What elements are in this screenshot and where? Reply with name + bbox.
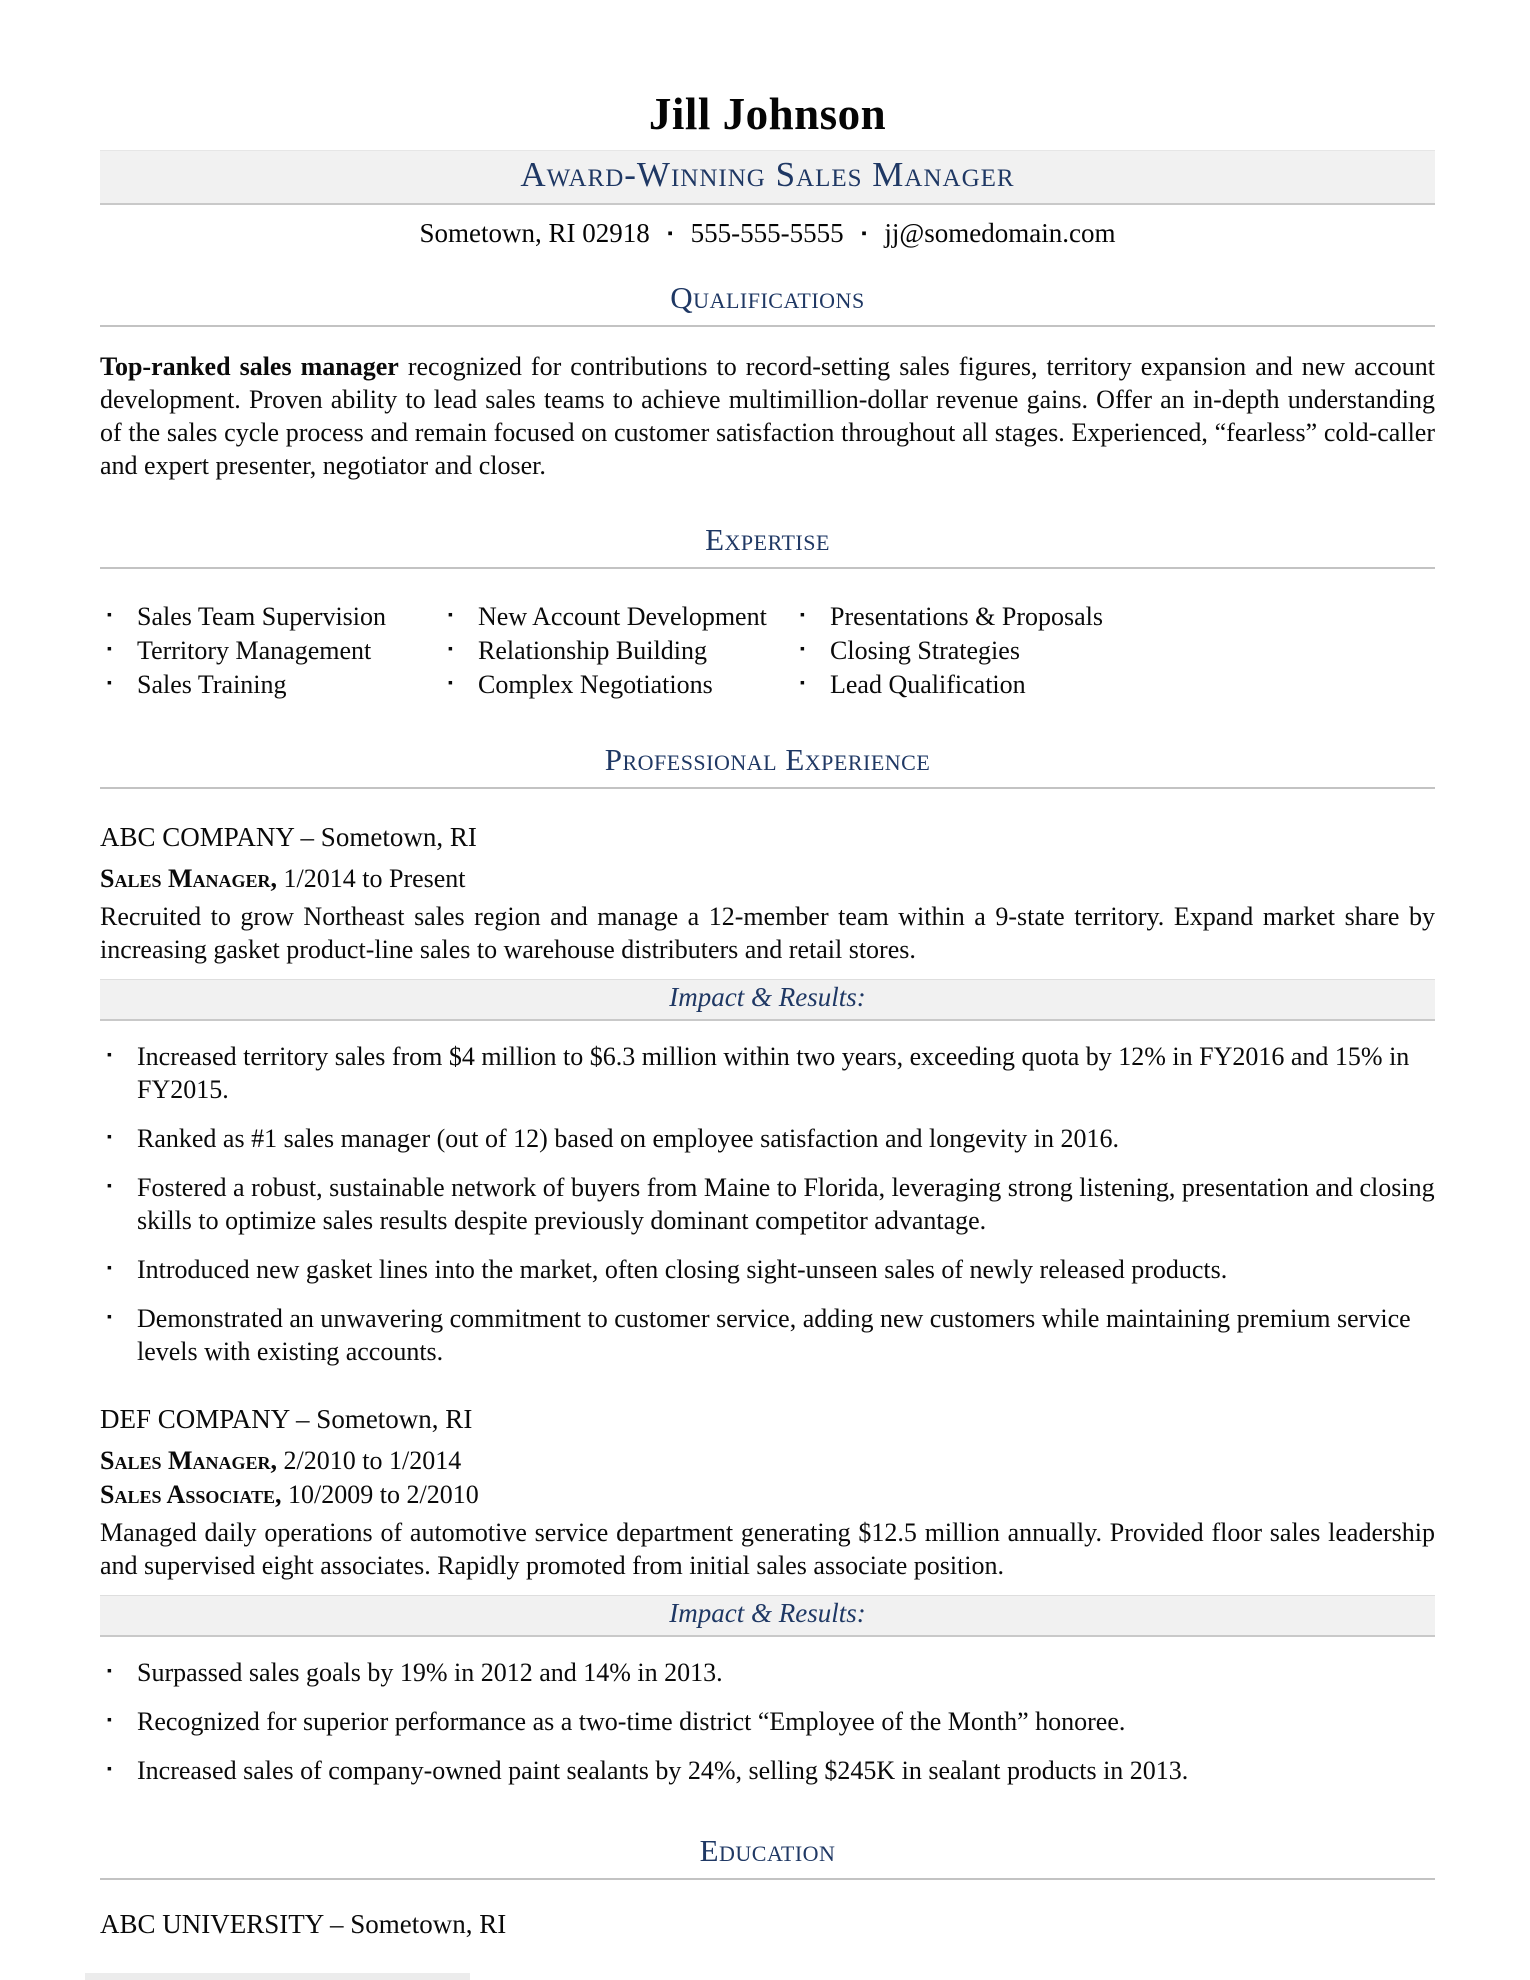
job-bullet-text: Increased sales of company-owned paint sealants by 24%, selling $245K in sealant products in 2013.: [137, 1756, 1189, 1785]
job-role-dates: 10/2009 to 2/2010: [288, 1480, 479, 1509]
contact-location: Sometown, RI 02918: [419, 218, 650, 248]
expertise-section: [100, 522, 1435, 702]
expertise-item-label: Presentations & Proposals: [830, 602, 1103, 631]
section-heading-professional-experience: [100, 742, 1435, 789]
expertise-item-label: Complex Negotiations: [478, 670, 713, 699]
job-company-line: DEF COMPANY – Sometown, RI: [100, 1404, 473, 1434]
bullet-square-icon: ▪: [448, 642, 453, 657]
job-role-dates: 1/2014 to Present: [283, 864, 466, 893]
bullet-square-icon: ▪: [800, 676, 805, 691]
job-bullet: [100, 1040, 1435, 1106]
bullet-separator-icon: ▪: [667, 226, 673, 242]
expertise-item-label: Closing Strategies: [830, 636, 1020, 665]
job-bullet: [100, 1302, 1435, 1368]
contact-email: jj@somedomain.com: [884, 218, 1116, 248]
job-abc-company: [100, 822, 1435, 1368]
title-banner: [100, 150, 1435, 205]
expertise-column: [793, 600, 1435, 702]
expertise-item: [441, 600, 793, 634]
banner-title: Award-Winning Sales Manager: [520, 155, 1015, 194]
impact-results-label: Impact & Results:: [669, 1598, 866, 1628]
bullet-square-icon: ▪: [107, 1130, 112, 1145]
qualifications-lead: Top-ranked sales manager: [100, 352, 399, 381]
education-school: ABC UNIVERSITY – Sometown, RI: [100, 1909, 507, 1939]
job-bullet-list: [100, 1656, 1435, 1787]
qualifications-paragraph: [100, 350, 1435, 482]
section-heading-label: Expertise: [705, 522, 830, 557]
expertise-item: [441, 668, 793, 702]
expertise-item-label: Sales Team Supervision: [137, 602, 387, 631]
section-heading-label: Qualifications: [670, 280, 865, 315]
bullet-square-icon: ▪: [107, 1048, 112, 1063]
bullet-square-icon: ▪: [107, 1713, 112, 1728]
expertise-item: [100, 668, 441, 702]
education-section: [100, 1833, 1435, 1940]
job-bullet-text: Fostered a robust, sustainable network of buyers from Maine to Florida, leveraging strong listening, presentation and closing skills to optimize sales results despite previously dominant competitor advantage.: [137, 1173, 1435, 1235]
bullet-square-icon: ▪: [448, 676, 453, 691]
candidate-name: Jill Johnson: [648, 89, 887, 139]
impact-results-banner: [100, 979, 1435, 1021]
job-bullet-text: Introduced new gasket lines into the market, often closing sight-unseen sales of newly released products.: [137, 1255, 1228, 1284]
job-bullet: [100, 1171, 1435, 1237]
contact-line: [100, 218, 1435, 249]
job-def-company: [100, 1404, 1435, 1787]
bullet-square-icon: ▪: [107, 642, 112, 657]
bullet-square-icon: ▪: [107, 1179, 112, 1194]
expertise-item-label: Territory Management: [137, 636, 372, 665]
expertise-item-label: Relationship Building: [478, 636, 707, 665]
expertise-item: [441, 634, 793, 668]
scan-artifact-bar: [85, 1973, 470, 1980]
bullet-square-icon: ▪: [800, 608, 805, 623]
section-heading-qualifications: [100, 280, 1435, 327]
section-heading-expertise: [100, 522, 1435, 569]
job-role-title: Sales Associate,: [100, 1480, 282, 1509]
job-bullet: [100, 1122, 1435, 1155]
job-bullet-list: [100, 1040, 1435, 1368]
job-bullet-text: Recognized for superior performance as a two-time district “Employee of the Month” honoree.: [137, 1707, 1126, 1736]
expertise-item: [100, 600, 441, 634]
section-heading-education: [100, 1833, 1435, 1880]
bullet-square-icon: ▪: [107, 1664, 112, 1679]
impact-results-label: Impact & Results:: [669, 982, 866, 1012]
expertise-item-label: Sales Training: [137, 670, 287, 699]
job-role-line: [100, 862, 1435, 896]
bullet-square-icon: ▪: [107, 1310, 112, 1325]
job-role-title: Sales Manager,: [100, 1446, 278, 1475]
contact-phone: 555-555-5555: [690, 218, 844, 248]
bullet-separator-icon: ▪: [861, 226, 867, 242]
expertise-item: [100, 634, 441, 668]
bullet-square-icon: ▪: [107, 676, 112, 691]
job-bullet: [100, 1656, 1435, 1689]
resume-header: [100, 88, 1435, 249]
job-bullet: [100, 1705, 1435, 1738]
section-heading-label: Professional Experience: [604, 742, 931, 777]
job-bullet: [100, 1253, 1435, 1286]
job-role-title: Sales Manager,: [100, 864, 278, 893]
job-role-dates: 2/2010 to 1/2014: [283, 1446, 462, 1475]
expertise-item: [793, 634, 1435, 668]
bullet-square-icon: ▪: [800, 642, 805, 657]
expertise-column: [441, 600, 793, 702]
job-bullet-text: Ranked as #1 sales manager (out of 12) based on employee satisfaction and longevity in 2016.: [137, 1124, 1119, 1153]
job-bullet-text: Surpassed sales goals by 19% in 2012 and 14% in 2013.: [137, 1658, 723, 1687]
bullet-square-icon: ▪: [107, 1261, 112, 1276]
expertise-item: [793, 668, 1435, 702]
bullet-square-icon: ▪: [448, 608, 453, 623]
expertise-item: [793, 600, 1435, 634]
job-role-line: [100, 1444, 1435, 1478]
section-heading-label: Education: [699, 1833, 836, 1868]
job-company-line: ABC COMPANY – Sometown, RI: [100, 822, 477, 852]
job-bullet-text: Increased territory sales from $4 million to $6.3 million within two years, exceeding quota by 12% in FY2016 and 15% in FY2015.: [137, 1042, 1410, 1104]
job-summary: Managed daily operations of automotive service department generating $12.5 million annually. Provided floor sales leadership and supervised eight associates. Rapidly promoted from initial sales associate position.: [100, 1518, 1435, 1580]
job-bullet: [100, 1754, 1435, 1787]
expertise-column: [100, 600, 441, 702]
qualifications-body: recognized for contributions to record-setting sales figures, territory expansion and new account development. Proven ability to lead sales teams to achieve multimillion-dollar revenue gains. Offer an in-depth understanding of the sales cycle process and remain focused on customer satisfaction throughout all stages. Experienced, “fearless” cold-caller and expert presenter, negotiator and closer.: [100, 352, 1435, 480]
expertise-item-label: New Account Development: [478, 602, 767, 631]
job-role-line: [100, 1478, 1435, 1512]
job-summary: Recruited to grow Northeast sales region and manage a 12-member team within a 9-state territory. Expand market share by increasing gasket product-line sales to warehouse distributers and retail stores.: [100, 902, 1435, 964]
experience-section: [100, 742, 1435, 1787]
expertise-item-label: Lead Qualification: [830, 670, 1026, 699]
impact-results-banner: [100, 1595, 1435, 1637]
bullet-square-icon: ▪: [107, 1762, 112, 1777]
qualifications-section: [100, 280, 1435, 482]
job-bullet-text: Demonstrated an unwavering commitment to customer service, adding new customers while maintaining premium service levels with existing accounts.: [137, 1304, 1411, 1366]
expertise-grid: [100, 600, 1435, 702]
bullet-square-icon: ▪: [107, 608, 112, 623]
